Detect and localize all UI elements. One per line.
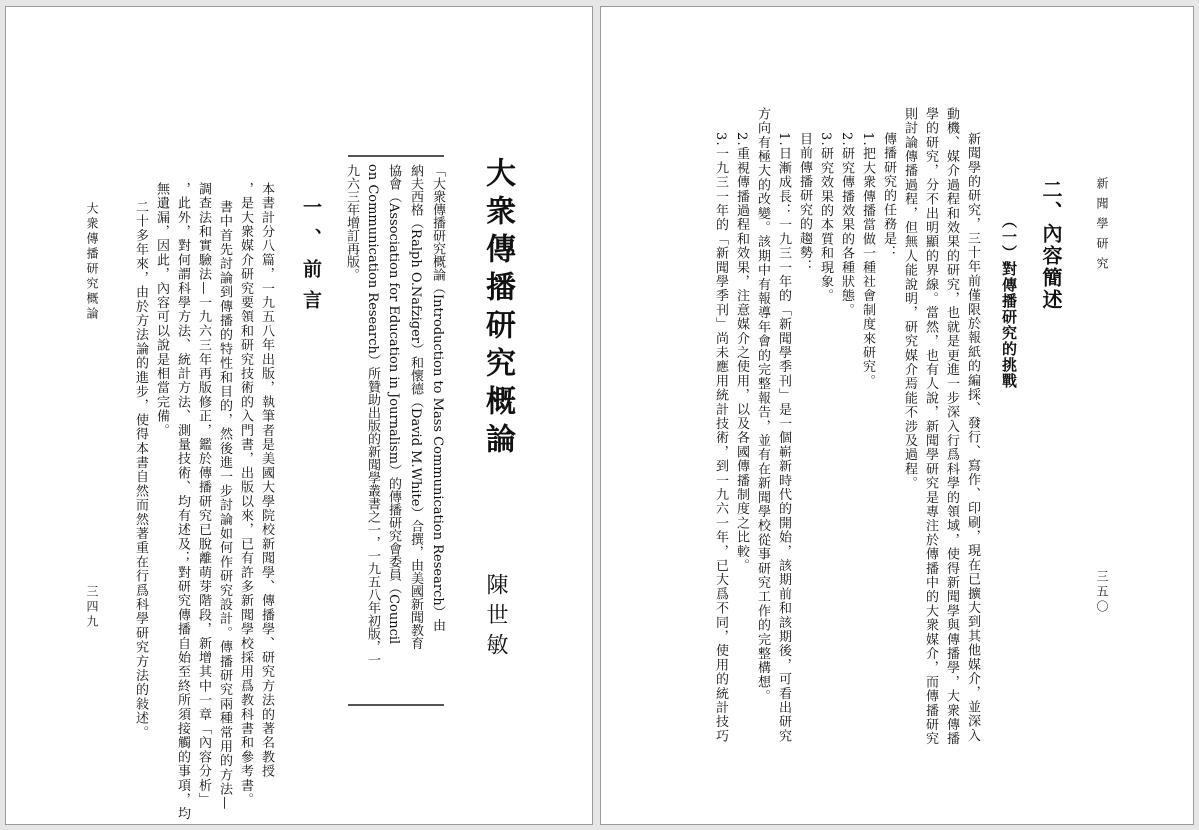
body-line-7: 二十多年來，由於方法論的進步，使得本書自然而然著重在行爲科學研究方法的敍述。 — [133, 200, 148, 740]
intro-line-5: 九六三年增訂再版。 — [344, 164, 359, 281]
body-line-8: 3.研究效果的本質和現象。 — [818, 132, 833, 304]
intro-box-bottom-rule — [348, 704, 444, 706]
body-line-11: 方向有極大的改變。該期中有報導年會的完整報告，並有在新聞學校從事研究工作的完整構想。 — [755, 107, 770, 704]
intro-line-1: 「大衆傳播研究概論（Introduction to Mass Communication Research）由 — [430, 164, 445, 632]
intro-line-3: 協會（Association for Education in Journalism）的傳播研究會委員（Council — [386, 164, 401, 645]
intro-line-4: on Communication Research）所贊助出版的新聞學叢書之一，一九五八年初版，一 — [365, 164, 380, 666]
body-line-6: 無遺漏，因此，內容可以說是相當完備。 — [154, 182, 169, 438]
author-name: 陳世敏 — [483, 573, 508, 663]
running-footer: 大衆傳播研究概論 — [85, 202, 99, 322]
book-title: 大衆傳播研究概論 — [480, 157, 515, 461]
body-line-5: ，此外，對何謂科學方法、統計方法、測量技術、均有述及；對研究傳播自始至終所須接觸的事項，均 — [175, 182, 190, 821]
intro-line-2: 納夫西格（Ralph O.Nafziger）和懷德（David M.White）合撰，由美國新聞教育 — [408, 164, 423, 650]
body-line-3: 學的研究，分不出明顯的界線。當然，也有人說，新聞學研究是專注於傳播中的大衆媒介，而傳播研究 — [923, 107, 938, 746]
body-line-13: 3.一九三一年的「新聞學季刊」尚未應用統計技術，到一九六一年，已大爲不同，使用的統計技巧 — [713, 132, 728, 744]
body-line-4: 調查法和實驗法—一九六三年再版修正，鑑於傳播研究已脫離萌芽階段，新增其中一章「內容分析」 — [196, 182, 211, 807]
body-line-10: 1.日漸成長：一九三一年的「新聞學季刊」是一個嶄新時代的開始，該期前和該期後，可看出研究 — [776, 132, 791, 744]
subsection-title: （一）對傳播研究的挑戰 — [1000, 213, 1018, 389]
intro-box-top-rule — [348, 155, 444, 157]
body-line-2: ，是大衆媒介研究要領和研究技術的入門書，出版以來，已有許多新聞學校採用爲教科書和參考書。 — [238, 182, 253, 807]
body-line-3: 書中首先討論到傳播的特性和目的，然後進一步討論如何作研究設計。傳播研究兩種常用的方法— — [217, 200, 232, 811]
section-title-summary: 二、內容簡述 — [1039, 179, 1063, 311]
body-line-12: 2.重視傳播過程和效果，注意媒介之使用，以及各國傳播制度之比較。 — [734, 132, 749, 573]
body-line-7: 2.研究傳播效果的各種狀態。 — [839, 132, 854, 318]
body-line-1: 新聞學的研究，三十年前僅限於報紙的編採、發行、寫作、印刷，現在已擴大到其他媒介，並深入 — [965, 132, 980, 743]
body-line-1: 本書計分八篇，一九五八年出版，執筆者是美國大學院校新聞學、傳播學、研究方法的著名教授 — [259, 182, 274, 779]
page-number-right: 三五〇 — [1095, 570, 1109, 615]
running-head: 新聞學研究 — [1095, 177, 1109, 277]
body-line-5: 傳播研究的任務是： — [881, 132, 896, 260]
left-page — [5, 6, 593, 825]
body-line-9: 目前傳播研究的趨勢： — [797, 132, 812, 274]
body-line-4: 則討論傳播過程，但無人能說明，研究媒介焉能不涉及過程。 — [902, 107, 917, 491]
body-line-2: 動機、媒介過程和效果的研究，也就是更進一步深入行爲科學的領域，使得新聞學與傳播學，大衆傳播 — [944, 107, 959, 746]
right-page — [600, 6, 1194, 825]
page-number-left: 三四九 — [85, 585, 99, 630]
body-line-6: 1.把大衆傳播當做一種社會制度來研究。 — [860, 132, 875, 389]
section-title-preface: 一、前言 — [300, 197, 322, 321]
